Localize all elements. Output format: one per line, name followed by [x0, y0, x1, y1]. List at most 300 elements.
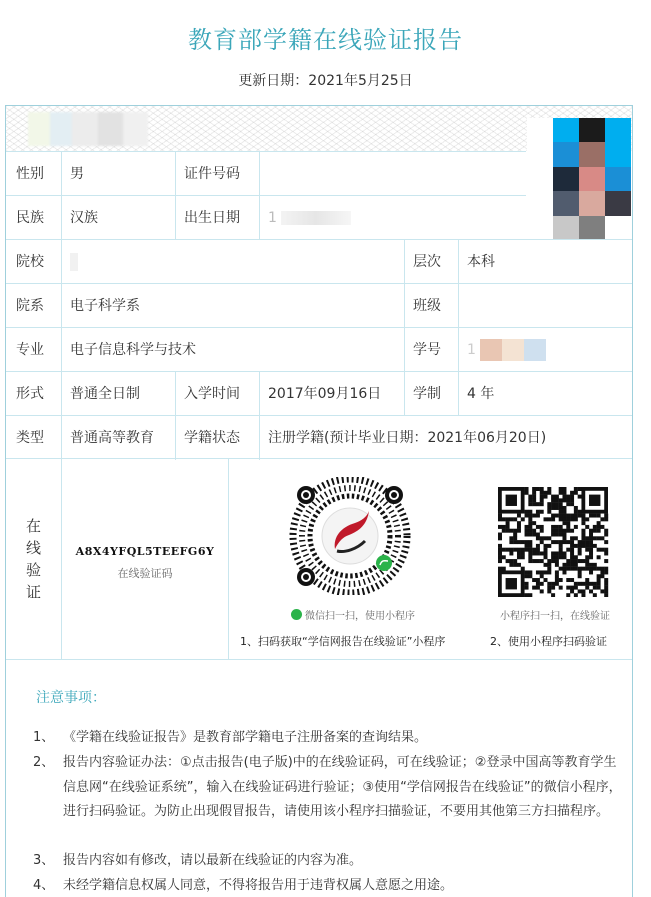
- qr-module: [574, 544, 578, 548]
- qr-module: [509, 548, 513, 552]
- qr-module: [555, 551, 559, 555]
- qr-module: [578, 510, 582, 514]
- qr-module: [525, 582, 529, 586]
- qr-module: [551, 506, 555, 510]
- department-value: 电子科学系: [61, 284, 404, 328]
- qr-module: [559, 514, 563, 518]
- mini-program-code: [289, 477, 411, 595]
- qr-module: [532, 529, 536, 533]
- qr-module: [570, 589, 574, 593]
- qr-module: [517, 529, 521, 533]
- qr-module: [574, 555, 578, 559]
- qr-module: [506, 548, 510, 552]
- qr-module: [574, 567, 578, 571]
- qr-module: [540, 495, 544, 499]
- qr-module: [570, 517, 574, 521]
- qr-module: [574, 517, 578, 521]
- qr-module: [509, 517, 513, 521]
- qr-module: [509, 529, 513, 533]
- qr-module: [498, 555, 502, 559]
- qr-module: [506, 517, 510, 521]
- note-item: 4、 未经学籍信息权属人同意，不得将报告用于违背权属人意愿之用途。: [33, 878, 454, 893]
- qr-module: [547, 491, 551, 495]
- qr-module: [525, 491, 529, 495]
- qr-module: [562, 536, 566, 540]
- qr-module: [600, 574, 604, 578]
- qr-module: [547, 567, 551, 571]
- qr-module: [551, 525, 555, 529]
- qr-module: [597, 536, 601, 540]
- qr-module: [574, 563, 578, 567]
- qr-module: [562, 529, 566, 533]
- qr-module: [559, 506, 563, 510]
- qr-module: [540, 487, 544, 491]
- qr-module: [547, 506, 551, 510]
- qr-module: [547, 487, 551, 491]
- qr-module: [589, 563, 593, 567]
- qr-module: [578, 514, 582, 518]
- qr-module: [555, 563, 559, 567]
- qr-module: [555, 582, 559, 586]
- qr-module: [589, 589, 593, 593]
- qr-module: [502, 567, 506, 571]
- qr-module: [578, 589, 582, 593]
- qr-module: [547, 559, 551, 563]
- qr-module: [574, 525, 578, 529]
- qr-module: [551, 498, 555, 502]
- qr-module: [547, 510, 551, 514]
- qr-module: [566, 498, 570, 502]
- ethnicity-label: 民族: [16, 210, 44, 226]
- qr-module: [528, 521, 532, 525]
- qr-module: [513, 529, 517, 533]
- qr-module: [536, 533, 540, 537]
- qr-module: [525, 533, 529, 537]
- qr-module: [540, 536, 544, 540]
- qr-module: [585, 544, 589, 548]
- qr-module: [593, 529, 597, 533]
- qr-module: [562, 498, 566, 502]
- qr-module: [521, 551, 525, 555]
- qr-module: [513, 548, 517, 552]
- qr-module: [555, 555, 559, 559]
- qr-module: [562, 563, 566, 567]
- qr-module: [532, 559, 536, 563]
- qr-module: [559, 517, 563, 521]
- qr-module: [536, 578, 540, 582]
- enroll-value: 2017年09月16日: [259, 372, 404, 416]
- qr-module: [562, 517, 566, 521]
- qr-module: [574, 559, 578, 563]
- qr-module: [540, 525, 544, 529]
- qr-module: [513, 563, 517, 567]
- qr-module: [589, 529, 593, 533]
- qr-module: [570, 536, 574, 540]
- qr-module: [540, 510, 544, 514]
- qr-module: [528, 559, 532, 563]
- birth-partial: 1: [268, 210, 277, 226]
- qr-module: [521, 540, 525, 544]
- qr-module: [502, 525, 506, 529]
- qr-module: [544, 544, 548, 548]
- qr-module: [517, 514, 521, 518]
- qr-module: [547, 563, 551, 567]
- qr-module: [551, 586, 555, 590]
- qr-module: [555, 525, 559, 529]
- status-label: 学籍状态: [175, 416, 259, 460]
- qr-module: [536, 525, 540, 529]
- qr-module: [562, 510, 566, 514]
- type-value: 普通高等教育: [61, 416, 175, 460]
- qr-module: [600, 548, 604, 552]
- qr-module: [574, 586, 578, 590]
- qr-module: [532, 487, 536, 491]
- qr-module: [532, 551, 536, 555]
- qr-module: [604, 551, 608, 555]
- qr-module: [593, 567, 597, 571]
- qr-module: [570, 502, 574, 506]
- qr-module: [566, 525, 570, 529]
- qr-module: [604, 589, 608, 593]
- qr-module: [600, 570, 604, 574]
- qr-module: [547, 536, 551, 540]
- qr-module: [498, 544, 502, 548]
- qr-module: [566, 548, 570, 552]
- row-gender: [6, 151, 526, 195]
- gender-value: 男: [61, 152, 175, 196]
- qr-module: [589, 551, 593, 555]
- qr-module: [600, 589, 604, 593]
- birth-value: [259, 196, 526, 240]
- qr-module: [528, 555, 532, 559]
- qr-module: [551, 582, 555, 586]
- qr-module: [532, 502, 536, 506]
- qr-module: [566, 540, 570, 544]
- step-2-text: 2、使用小程序扫码验证: [490, 635, 607, 648]
- form-value: 普通全日制: [61, 372, 175, 416]
- update-date: 更新日期：2021年5月25日: [238, 73, 413, 89]
- qr-module: [578, 567, 582, 571]
- qr-module: [540, 574, 544, 578]
- verification-code-caption: 在线验证码: [117, 567, 173, 580]
- qr-module: [581, 582, 585, 586]
- qr-module: [562, 495, 566, 499]
- qr-module: [574, 506, 578, 510]
- qr-module: [597, 548, 601, 552]
- qr-module: [555, 506, 559, 510]
- verify-char: 在: [25, 517, 41, 535]
- qr-module: [517, 525, 521, 529]
- qr-module: [521, 548, 525, 552]
- qr-module: [536, 544, 540, 548]
- qr-module: [578, 495, 582, 499]
- qr-module: [540, 551, 544, 555]
- qr-module: [559, 578, 563, 582]
- qr-module: [574, 510, 578, 514]
- qr-module: [509, 559, 513, 563]
- qr-module: [547, 517, 551, 521]
- qr-module: [566, 529, 570, 533]
- qr-module: [528, 495, 532, 499]
- qr-module: [578, 487, 582, 491]
- qr-module: [532, 495, 536, 499]
- qr-module: [528, 498, 532, 502]
- qr-module: [581, 593, 585, 597]
- qr-module: [559, 491, 563, 495]
- qr-module: [566, 514, 570, 518]
- qr-module: [555, 502, 559, 506]
- qr-module: [502, 517, 506, 521]
- qr-module: [566, 559, 570, 563]
- qr-module: [544, 536, 548, 540]
- qr-module: [551, 514, 555, 518]
- qr-module: [513, 536, 517, 540]
- id-label: 证件号码: [175, 152, 259, 196]
- qr-module: [536, 570, 540, 574]
- row-ethnicity: [6, 195, 526, 239]
- qr-module: [604, 540, 608, 544]
- qr-module: [498, 514, 502, 518]
- qr-module: [540, 529, 544, 533]
- qr-module: [544, 491, 548, 495]
- qr-module: [578, 559, 582, 563]
- qr-module: [513, 540, 517, 544]
- qr-module: [585, 586, 589, 590]
- qr-module: [544, 551, 548, 555]
- qr-module: [604, 529, 608, 533]
- qr-module: [528, 548, 532, 552]
- qr-module: [547, 502, 551, 506]
- qr-module: [570, 559, 574, 563]
- qr-module: [559, 487, 563, 491]
- qr-caption: 小程序扫一扫，在线验证: [500, 611, 610, 622]
- notes-section: [6, 659, 632, 897]
- qr-module: [528, 510, 532, 514]
- qr-module: [551, 529, 555, 533]
- qr-module: [578, 570, 582, 574]
- qr-module: [604, 582, 608, 586]
- school-value-redacted: [61, 240, 404, 284]
- qr-module: [521, 567, 525, 571]
- qr-module: [570, 551, 574, 555]
- qr-module: [502, 548, 506, 552]
- qr-module: [589, 544, 593, 548]
- qr-module: [498, 525, 502, 529]
- student-photo: [527, 118, 631, 240]
- qr-module: [559, 548, 563, 552]
- qr-module: [581, 567, 585, 571]
- qr-module: [544, 578, 548, 582]
- row-department: [6, 283, 632, 327]
- qr-module: [585, 578, 589, 582]
- qr-module: [600, 567, 604, 571]
- qr-module: [540, 559, 544, 563]
- qr-module: [551, 593, 555, 597]
- qr-module: [566, 593, 570, 597]
- qr-module: [528, 570, 532, 574]
- qr-module: [536, 510, 540, 514]
- qr-module: [562, 567, 566, 571]
- qr-module: [559, 502, 563, 506]
- qr-module: [589, 582, 593, 586]
- qr-module: [513, 533, 517, 537]
- qr-module: [585, 559, 589, 563]
- qr-module: [559, 529, 563, 533]
- verify-char: 证: [25, 583, 41, 601]
- qr-module: [593, 593, 597, 597]
- qr-module: [585, 555, 589, 559]
- qr-module: [570, 563, 574, 567]
- verify-char: 线: [25, 539, 41, 557]
- qr-module: [506, 525, 510, 529]
- qr-module: [498, 533, 502, 537]
- qr-module: [528, 551, 532, 555]
- qr-module: [528, 540, 532, 544]
- major-value: 电子信息科学与技术: [61, 328, 404, 372]
- qr-module: [566, 502, 570, 506]
- qr-module: [498, 551, 502, 555]
- qr-module: [604, 593, 608, 597]
- qr-module: [593, 563, 597, 567]
- qr-module: [509, 540, 513, 544]
- qr-module: [528, 502, 532, 506]
- qr-module: [585, 582, 589, 586]
- qr-module: [540, 570, 544, 574]
- qr-module: [509, 536, 513, 540]
- duration-label: 学制: [404, 372, 458, 416]
- qr-module: [604, 533, 608, 537]
- qr-module: [559, 567, 563, 571]
- status-value: 注册学籍(预计毕业日期：2021年06月20日): [259, 416, 632, 460]
- qr-module: [536, 502, 540, 506]
- mini-program-caption: 微信扫一扫，使用小程序: [291, 607, 415, 622]
- qr-module: [589, 567, 593, 571]
- qr-module: [574, 536, 578, 540]
- qr-module: [555, 574, 559, 578]
- qr-module: [525, 540, 529, 544]
- qr-module: [585, 536, 589, 540]
- qr-module: [581, 540, 585, 544]
- qr-module: [551, 540, 555, 544]
- qr-module: [551, 559, 555, 563]
- id-value-redacted: [259, 152, 526, 196]
- qr-module: [555, 533, 559, 537]
- qr-module: [525, 487, 529, 491]
- qr-module: [544, 517, 548, 521]
- qr-module: [604, 517, 608, 521]
- qr-module: [544, 563, 548, 567]
- qr-module: [555, 559, 559, 563]
- qr-module: [540, 582, 544, 586]
- qr-module: [562, 540, 566, 544]
- qr-module: [581, 559, 585, 563]
- qr-module: [525, 525, 529, 529]
- qr-module: [581, 589, 585, 593]
- qr-module: [532, 514, 536, 518]
- qr-module: [502, 529, 506, 533]
- qr-module: [604, 567, 608, 571]
- qr-module: [528, 593, 532, 597]
- qr-finder: [589, 495, 600, 506]
- step-1-text: 1、扫码获取“学信网报告在线验证”小程序: [240, 635, 446, 648]
- qr-module: [574, 487, 578, 491]
- form-label: 形式: [16, 386, 44, 402]
- verification-code[interactable]: A8X4YFQL5TEEFG6Y: [75, 545, 215, 558]
- qr-module: [498, 536, 502, 540]
- note-item: 2、 报告内容验证办法：①点击报告(电子版)中的在线验证码，可在线验证；②登录中国高等教育学生信息网“在线验证系统”，输入在线验证码进行验证；③使用“学信网报告在线验证”的微信小程序，进行扫码验证。为防止出现假冒报告，请使用该小程序扫描验证，不要用其他第三方扫描程序。: [33, 755, 622, 819]
- qr-module: [536, 559, 540, 563]
- qr-module: [574, 582, 578, 586]
- row-form: [6, 371, 632, 415]
- qr-module: [525, 544, 529, 548]
- qr-module: [585, 563, 589, 567]
- qr-module: [593, 544, 597, 548]
- qr-module: [532, 521, 536, 525]
- qr-module: [589, 536, 593, 540]
- gender-label: 性别: [16, 166, 44, 182]
- qr-module: [604, 548, 608, 552]
- student-no-label: 学号: [404, 328, 458, 372]
- qr-module: [498, 567, 502, 571]
- qr-module: [593, 586, 597, 590]
- qr-module: [528, 544, 532, 548]
- qr-module: [547, 589, 551, 593]
- qr-module: [555, 540, 559, 544]
- qr-module: [536, 514, 540, 518]
- qr-module: [589, 540, 593, 544]
- verification-code-box: [61, 459, 229, 659]
- qr-module: [544, 548, 548, 552]
- qr-module: [593, 536, 597, 540]
- qr-module: [528, 525, 532, 529]
- qr-module: [509, 563, 513, 567]
- qr-module: [551, 517, 555, 521]
- qr-module: [570, 586, 574, 590]
- qr-module: [578, 574, 582, 578]
- qr-module: [562, 533, 566, 537]
- qr-module: [517, 551, 521, 555]
- qr-module: [536, 551, 540, 555]
- qr-module: [532, 586, 536, 590]
- qr-module: [528, 533, 532, 537]
- qr-module: [597, 555, 601, 559]
- qr-module: [517, 540, 521, 544]
- qr-module: [547, 570, 551, 574]
- qr-module: [578, 582, 582, 586]
- qr-module: [597, 582, 601, 586]
- qr-module: [562, 555, 566, 559]
- qr-module: [589, 548, 593, 552]
- qr-module: [528, 574, 532, 578]
- qr-module: [589, 514, 593, 518]
- qr-finder: [506, 495, 517, 506]
- qr-module: [570, 495, 574, 499]
- qr-module: [604, 514, 608, 518]
- qr-module: [570, 578, 574, 582]
- qr-module: [597, 574, 601, 578]
- school-label: 院校: [16, 254, 44, 270]
- qr-module: [506, 529, 510, 533]
- row-school: [6, 239, 632, 283]
- notes-title: 注意事项：: [36, 690, 106, 706]
- qr-module: [589, 533, 593, 537]
- qr-module: [597, 586, 601, 590]
- qr-module: [600, 517, 604, 521]
- qr-module: [513, 517, 517, 521]
- qr-module: [498, 517, 502, 521]
- qr-module: [532, 578, 536, 582]
- qr-module: [581, 517, 585, 521]
